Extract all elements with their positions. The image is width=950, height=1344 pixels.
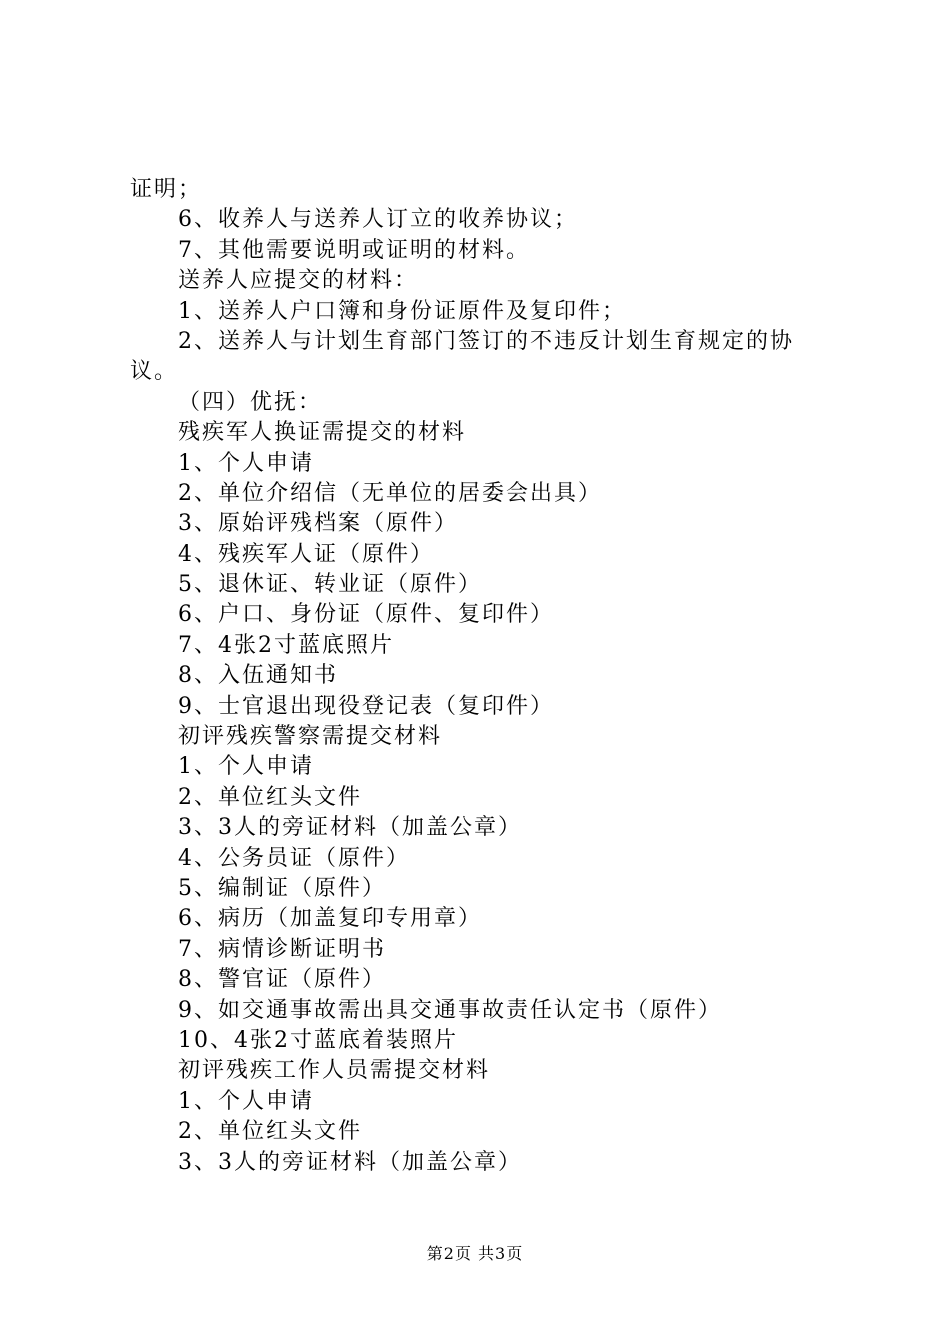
text-line: 6、收养人与送养人订立的收养协议； xyxy=(178,207,578,233)
text-line: 9、士官退出现役登记表（复印件） xyxy=(178,693,554,719)
text-line: 初评残疾工作人员需提交材料 xyxy=(178,1058,491,1084)
page-footer: 第2页 共3页 xyxy=(426,1244,524,1263)
text-line: 4、残疾军人证（原件） xyxy=(178,541,434,567)
text-line: 6、户口、身份证（原件、复印件） xyxy=(178,602,554,628)
text-line: 1、个人申请 xyxy=(178,1088,314,1114)
text-line: 2、单位红头文件 xyxy=(178,784,362,810)
text-line: 10、4张2寸蓝底着装照片 xyxy=(178,1027,458,1053)
text-line: 8、入伍通知书 xyxy=(178,663,338,689)
document-body xyxy=(130,175,840,1178)
text-line: 初评残疾警察需提交材料 xyxy=(178,724,443,750)
text-line: 2、送养人与计划生育部门签订的不违反计划生育规定的协 xyxy=(178,328,794,354)
text-line: 2、单位介绍信（无单位的居委会出具） xyxy=(178,480,602,506)
text-line: 6、病历（加盖复印专用章） xyxy=(178,906,482,932)
text-line: 4、公务员证（原件） xyxy=(178,845,410,871)
text-line: 3、3人的旁证材料（加盖公章） xyxy=(178,1149,522,1175)
text-line: 7、其他需要说明或证明的材料。 xyxy=(178,237,530,263)
text-line: 议。 xyxy=(130,359,179,385)
text-line: 5、编制证（原件） xyxy=(178,875,386,901)
text-line: 3、原始评残档案（原件） xyxy=(178,511,458,537)
text-line: 5、退休证、转业证（原件） xyxy=(178,572,482,598)
text-line: （四）优抚： xyxy=(178,389,323,415)
text-line: 7、病情诊断证明书 xyxy=(178,936,386,962)
text-line: 1、个人申请 xyxy=(178,754,314,780)
text-line: 1、个人申请 xyxy=(178,450,314,476)
text-line: 7、4张2寸蓝底照片 xyxy=(178,632,394,658)
text-line: 2、单位红头文件 xyxy=(178,1119,362,1145)
text-line: 3、3人的旁证材料（加盖公章） xyxy=(178,815,522,841)
text-line: 证明； xyxy=(130,177,203,202)
text-line: 9、如交通事故需出具交通事故责任认定书（原件） xyxy=(178,997,722,1023)
text-line: 8、警官证（原件） xyxy=(178,967,386,993)
text-line: 送养人应提交的材料： xyxy=(178,268,419,294)
text-line: 1、送养人户口簿和身份证原件及复印件； xyxy=(178,298,626,324)
text-line: 残疾军人换证需提交的材料 xyxy=(178,420,467,446)
